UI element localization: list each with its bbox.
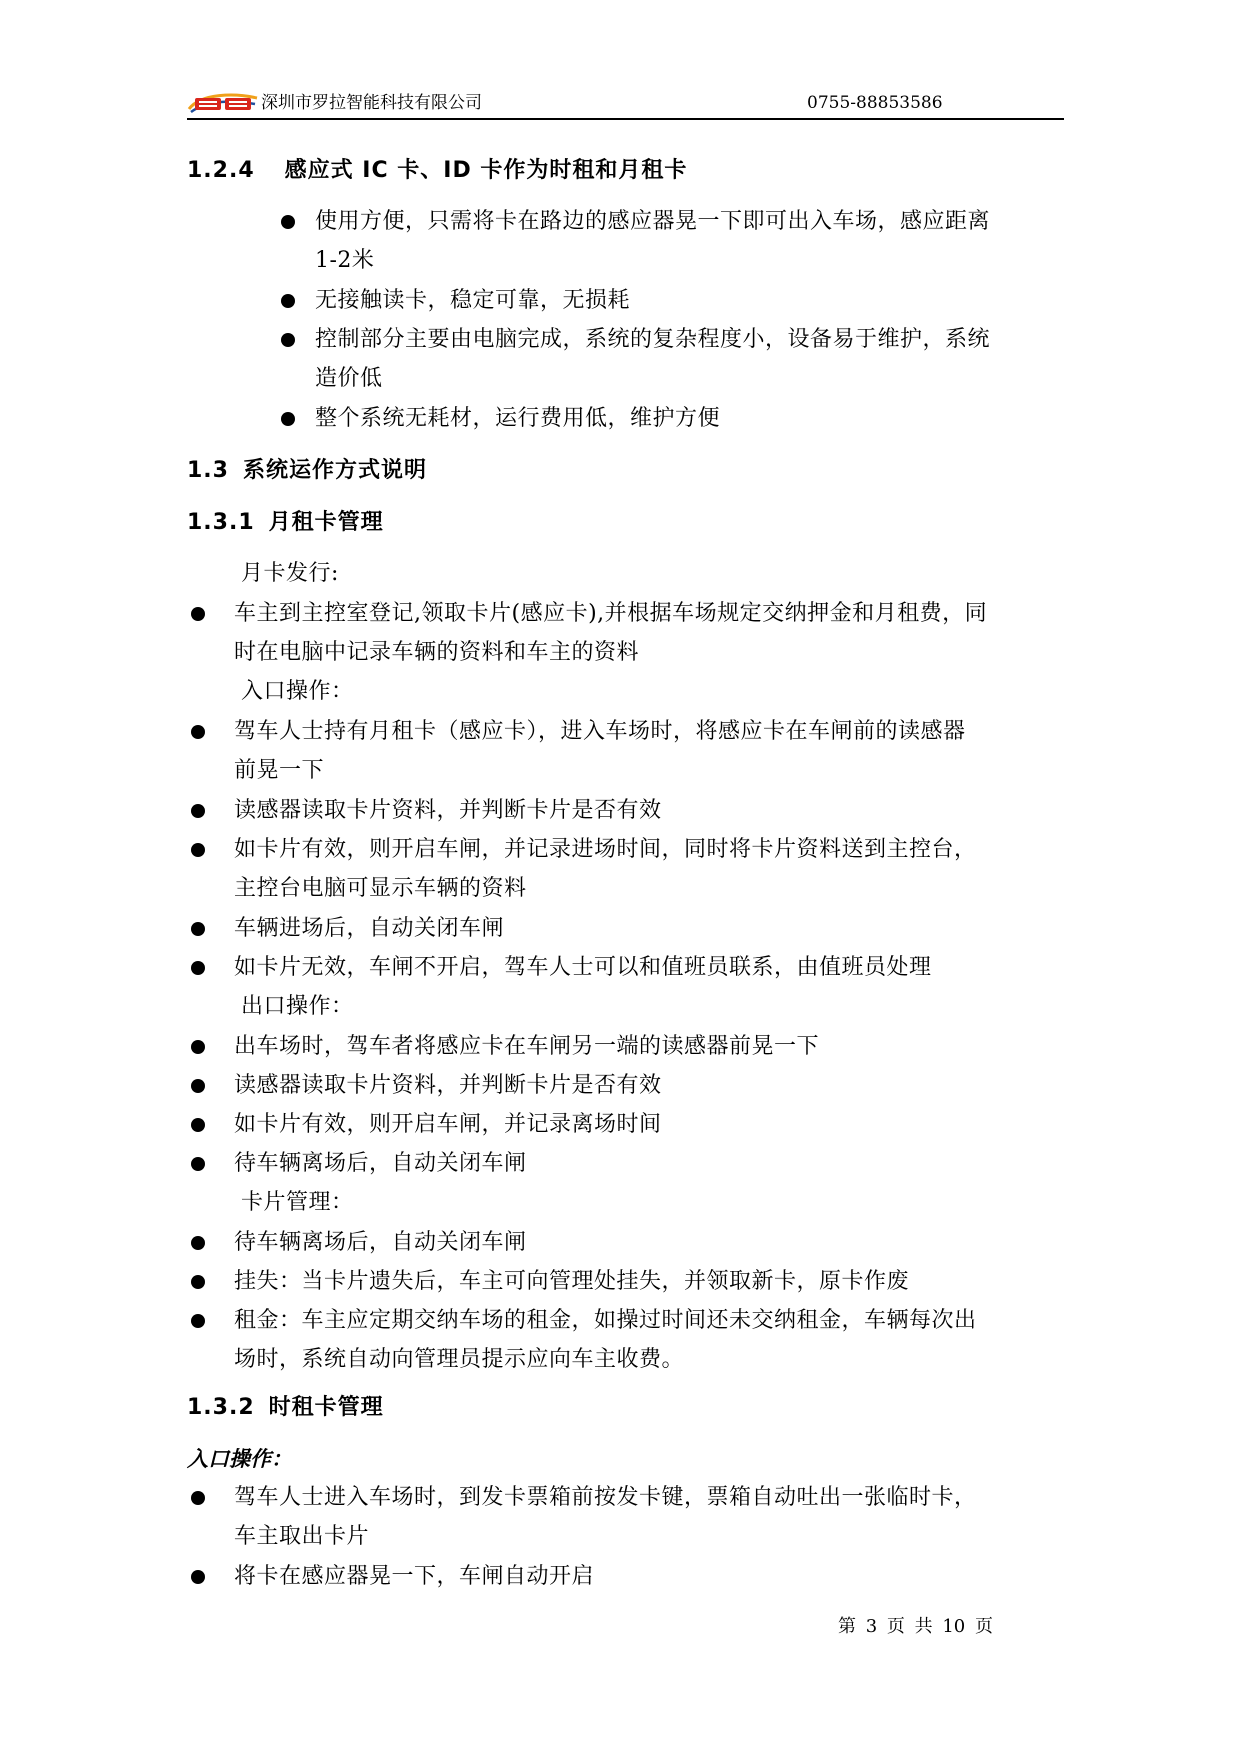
list-item: 驾车人士进入车场时，到发卡票箱前按发卡键，票箱自动吐出一张临时卡， [234,1485,977,1510]
list-item: 车辆进场后，自动关闭车闸 [234,916,505,941]
subsection-label-hourly-entry: 入口操作： [187,1447,292,1471]
list-item: 待车辆离场后，自动关闭车闸 [234,1151,527,1176]
subsection-label-card-issue: 月卡发行: [241,561,339,586]
list-item-continuation: 场时，系统自动向管理员提示应向车主收费。 [234,1347,685,1372]
list-item-continuation: 前晃一下 [234,758,325,783]
bullet-icon [191,1570,205,1584]
subsection-label-card-management: 卡片管理： [241,1190,354,1215]
bullet-icon [191,725,205,739]
list-item: 使用方便，只需将卡在路边的感应器晃一下即可出入车场，感应距离 [315,209,991,234]
list-item-continuation: 1-2米 [315,248,375,273]
list-item-continuation: 车主取出卡片 [234,1524,370,1549]
bullet-icon [191,1491,205,1505]
bullet-icon [281,412,295,426]
list-item: 读感器读取卡片资料，并判断卡片是否有效 [234,1073,662,1098]
bullet-icon [191,804,205,818]
section-heading-1-3-1: 1.3.1 月租卡管理 [187,510,384,535]
bullet-icon [281,294,295,308]
bullet-icon [191,1275,205,1289]
bullet-icon [191,607,205,621]
bullet-icon [191,1314,205,1328]
list-item: 车主到主控室登记,领取卡片(感应卡),并根据车场规定交纳押金和月租费，同 [234,601,988,626]
list-item-continuation: 主控台电脑可显示车辆的资料 [234,876,527,901]
list-item: 将卡在感应器晃一下，车闸自动开启 [234,1564,595,1589]
list-item: 待车辆离场后，自动关闭车闸 [234,1230,527,1255]
list-item: 控制部分主要由电脑完成，系统的复杂程度小，设备易于维护，系统 [315,327,991,352]
list-item: 无接触读卡，稳定可靠，无损耗 [315,288,631,313]
list-item: 驾车人士持有月租卡（感应卡），进入车场时，将感应卡在车闸前的读感器 [234,719,966,744]
bullet-icon [281,333,295,347]
list-item: 租金：车主应定期交纳车场的租金，如操过时间还未交纳租金，车辆每次出 [234,1308,977,1333]
list-item: 如卡片有效，则开启车闸，并记录进场时间，同时将卡片资料送到主控台， [234,837,977,862]
bullet-icon [191,843,205,857]
bullet-icon [191,922,205,936]
list-item-continuation: 造价低 [315,366,383,391]
company-name: 深圳市罗拉智能科技有限公司 [261,93,482,113]
list-item: 挂失：当卡片遗失后，车主可向管理处挂失，并领取新卡，原卡作废 [234,1269,910,1294]
list-item: 如卡片有效，则开启车闸，并记录离场时间 [234,1112,662,1137]
bullet-icon [191,1079,205,1093]
bullet-icon [191,1236,205,1250]
bullet-icon [281,215,295,229]
list-item: 整个系统无耗材，运行费用低，维护方便 [315,406,721,431]
list-item-continuation: 时在电脑中记录车辆的资料和车主的资料 [234,640,640,665]
list-item: 出车场时，驾车者将感应卡在车闸另一端的读感器前晃一下 [234,1034,820,1059]
list-item: 如卡片无效，车闸不开启，驾车人士可以和值班员联系，由值班员处理 [234,955,932,980]
section-heading-1-2-4: 1.2.4 感应式 IC 卡、ID 卡作为时租和月租卡 [187,158,688,183]
subsection-label-exit: 出口操作： [241,994,354,1019]
bullet-icon [191,1157,205,1171]
bullet-icon [191,1040,205,1054]
section-heading-1-3-2: 1.3.2 时租卡管理 [187,1395,384,1420]
section-heading-1-3: 1.3 系统运作方式说明 [187,458,427,483]
bullet-icon [191,1118,205,1132]
bullet-icon [191,961,205,975]
page-number: 第 3 页 共 10 页 [838,1616,993,1637]
company-phone: 0755-88853586 [807,93,943,113]
subsection-label-entry: 入口操作： [241,679,354,704]
list-item: 读感器读取卡片资料，并判断卡片是否有效 [234,798,662,823]
